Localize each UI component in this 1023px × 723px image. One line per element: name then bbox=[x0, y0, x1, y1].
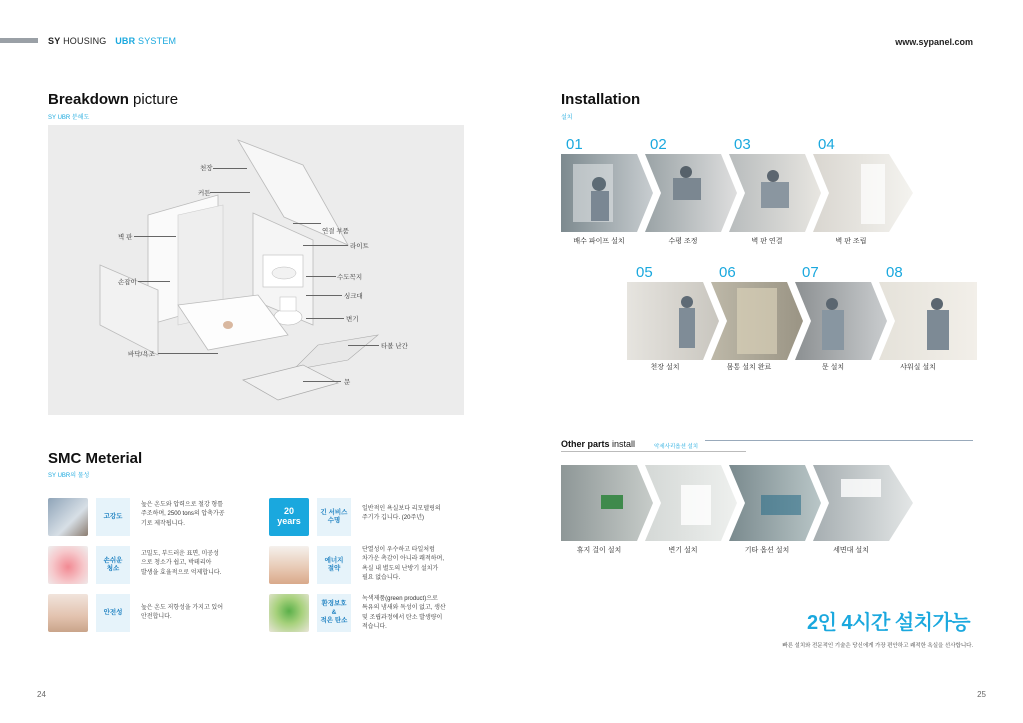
leader-toilet bbox=[306, 318, 344, 319]
brand-thin: HOUSING bbox=[60, 36, 107, 46]
leader-wall-panel bbox=[134, 236, 176, 237]
install-photo-strip-2 bbox=[627, 282, 977, 360]
photo-washbasin bbox=[813, 465, 913, 541]
exploded-bathroom-illustration bbox=[48, 125, 464, 415]
leader-floor-bath bbox=[158, 353, 218, 354]
desc-high-strength bbox=[141, 501, 225, 529]
desc-line: 일반적인 욕실보다 리모델링의 bbox=[362, 506, 441, 512]
step-number: 04 bbox=[818, 136, 835, 153]
install-time-headline: 2인 4시간 설치가능 bbox=[807, 612, 971, 634]
desc-energy-saving bbox=[362, 546, 444, 583]
leader-curtain bbox=[210, 192, 250, 193]
desc-line: 적습니다. bbox=[362, 623, 387, 630]
leader-door bbox=[303, 381, 341, 382]
step-caption: 세면대 설치 bbox=[833, 547, 869, 554]
label-curtain: 커튼 bbox=[198, 190, 211, 197]
leader-light bbox=[303, 245, 348, 246]
step-caption: 벽 판 연결 bbox=[751, 238, 783, 245]
step-number: 06 bbox=[719, 264, 736, 281]
tag-energy-saving bbox=[317, 546, 351, 584]
step-number: 05 bbox=[636, 264, 653, 281]
step-number: 03 bbox=[734, 136, 751, 153]
label-toilet: 변기 bbox=[346, 316, 359, 323]
other-parts-title bbox=[561, 439, 635, 449]
header-stripe bbox=[0, 38, 38, 43]
desc-line: 높은 온도와 압력으로 철강 형틀 bbox=[141, 502, 224, 508]
photo-step-05 bbox=[627, 282, 719, 360]
label-light: 라이트 bbox=[350, 243, 369, 250]
breakdown-title bbox=[48, 91, 178, 108]
installation-subtitle: 설치 bbox=[561, 115, 573, 121]
eco-globe-photo bbox=[269, 594, 309, 632]
page-number-left: 24 bbox=[37, 690, 46, 699]
tag-easy-clean bbox=[96, 546, 130, 584]
desc-line: 및 조립과정에서 탄소 발생량이 bbox=[362, 614, 443, 621]
leader-ceiling bbox=[213, 168, 247, 169]
breakdown-subtitle: SY UBR 분해도 bbox=[48, 115, 90, 121]
install-time-subtext: 빠른 설치와 전문적인 기술은 당신에게 가장 편안하고 쾌적한 욕실을 선사합니다. bbox=[782, 643, 973, 649]
desc-line: 발생을 효율적으로 억제합니다. bbox=[141, 569, 222, 576]
breakdown-figure bbox=[48, 125, 464, 415]
desc-line: 단열성이 우수하고 타일처럼 bbox=[362, 547, 435, 553]
step-caption: 샤워실 설치 bbox=[900, 364, 936, 371]
label-floor-bath: 바닥/욕조 bbox=[128, 351, 155, 358]
tag-safety: 안전성 bbox=[96, 594, 130, 632]
ubr-thin: SYSTEM bbox=[135, 36, 177, 46]
install-photo-strip-1 bbox=[561, 154, 917, 232]
breakdown-title-bold: Breakdown bbox=[48, 91, 129, 108]
desc-line: 필요 없습니다. bbox=[362, 574, 401, 581]
divider-line bbox=[561, 451, 746, 452]
label-tile-railing: 타볼 난간 bbox=[381, 343, 408, 350]
desc-line: 기로 제작됩니다. bbox=[141, 520, 185, 527]
breakdown-title-thin: picture bbox=[128, 91, 179, 108]
step-number: 02 bbox=[650, 136, 667, 153]
leader-sink bbox=[306, 295, 342, 296]
brand-bold: SY bbox=[48, 36, 61, 46]
smc-title: SMC Meterial bbox=[48, 450, 143, 467]
tag-line: 긴 서비스 bbox=[320, 508, 348, 516]
step-caption: 배수 파이프 설치 bbox=[573, 238, 625, 245]
label-sink: 싱크대 bbox=[344, 293, 363, 300]
website-link[interactable]: www.sypanel.com bbox=[895, 37, 973, 47]
desc-line: 특유의 냄새와 독성이 없고, 생산 bbox=[362, 605, 446, 612]
desc-line: 주조하며, 2500 tons의 압축가공 bbox=[141, 511, 225, 518]
label-handle: 손잡이 bbox=[118, 279, 137, 286]
other-parts-title-bold: Other parts bbox=[561, 439, 610, 449]
safety-photo bbox=[48, 594, 88, 632]
step-caption: 변기 설치 bbox=[668, 547, 698, 554]
ubr-bold: UBR bbox=[115, 36, 136, 46]
step-number: 08 bbox=[886, 264, 903, 281]
twenty-years-badge bbox=[269, 498, 309, 536]
tag-line: 청소 bbox=[106, 565, 120, 572]
tag-line: 환경보호 bbox=[321, 600, 347, 608]
desc-line: 녹색제품(green product)으로 bbox=[362, 596, 438, 602]
tag-eco bbox=[317, 594, 351, 632]
installation-title: Installation bbox=[561, 91, 641, 108]
badge-unit: years bbox=[277, 516, 301, 526]
cleaning-photo bbox=[48, 546, 88, 584]
tag-line: & bbox=[331, 608, 337, 616]
desc-line: 차가운 촉감이 아니라 쾌적하며, bbox=[362, 556, 445, 563]
leader-tile-railing bbox=[348, 345, 379, 346]
other-parts-title-thin: install bbox=[609, 439, 636, 449]
tag-line: 손쉬운 bbox=[103, 556, 123, 564]
label-wall-panel: 벽 판 bbox=[118, 234, 133, 241]
tag-high-strength: 고강도 bbox=[96, 498, 130, 536]
desc-line: 고밀도, 부드러운 표면, 미공성 bbox=[141, 551, 219, 557]
brand-header bbox=[48, 36, 176, 46]
smc-subtitle: SY UBR의 물성 bbox=[48, 473, 90, 479]
step-caption: 기타 옵션 설치 bbox=[744, 547, 790, 554]
desc-line: 높은 온도 저항성을 가지고 있어 bbox=[141, 605, 224, 611]
desc-line: 욕실 내 별도의 난방기 설치가 bbox=[362, 565, 439, 572]
tag-line: 적은 탄소 bbox=[320, 617, 348, 625]
desc-safety bbox=[141, 604, 223, 623]
step-caption: 휴지 걸이 설치 bbox=[576, 547, 622, 554]
step-number: 01 bbox=[566, 136, 583, 153]
desc-line: 주기가 깁니다. (20주년) bbox=[362, 515, 425, 522]
desc-line: 으로 청소가 쉽고, 박테리아 bbox=[141, 560, 212, 567]
desc-line: 안전합니다. bbox=[141, 614, 172, 621]
tag-line: 에너지 bbox=[324, 556, 344, 564]
strength-photo bbox=[48, 498, 88, 536]
step-caption: 벽 판 조립 bbox=[835, 238, 867, 245]
step-caption: 문 설치 bbox=[821, 364, 845, 371]
label-faucet: 수도꼭지 bbox=[337, 274, 363, 281]
other-parts-subtitle: 악세사리옵션 설치 bbox=[654, 444, 699, 450]
label-ceiling: 천장 bbox=[200, 165, 213, 172]
badge-number: 20 bbox=[283, 506, 294, 517]
desc-easy-clean bbox=[141, 550, 221, 578]
desc-long-service bbox=[362, 505, 441, 524]
step-caption: 천장 설치 bbox=[650, 364, 680, 371]
tag-line: 수명 bbox=[327, 517, 341, 524]
leader-handle bbox=[138, 281, 170, 282]
label-door: 문 bbox=[344, 379, 351, 386]
step-caption: 수평 조정 bbox=[668, 238, 698, 245]
step-number: 07 bbox=[802, 264, 819, 281]
energy-photo bbox=[269, 546, 309, 584]
label-connector: 연결 부품 bbox=[322, 228, 349, 235]
step-caption: 몸통 설치 완료 bbox=[726, 364, 772, 371]
tag-line: 절약 bbox=[327, 565, 341, 572]
tag-long-service bbox=[317, 498, 351, 536]
leader-connector bbox=[293, 223, 321, 224]
other-parts-photo-strip bbox=[561, 465, 913, 541]
desc-eco bbox=[362, 595, 446, 632]
leader-faucet bbox=[306, 276, 336, 277]
page-number-right: 25 bbox=[977, 690, 986, 699]
divider-line bbox=[705, 440, 973, 441]
